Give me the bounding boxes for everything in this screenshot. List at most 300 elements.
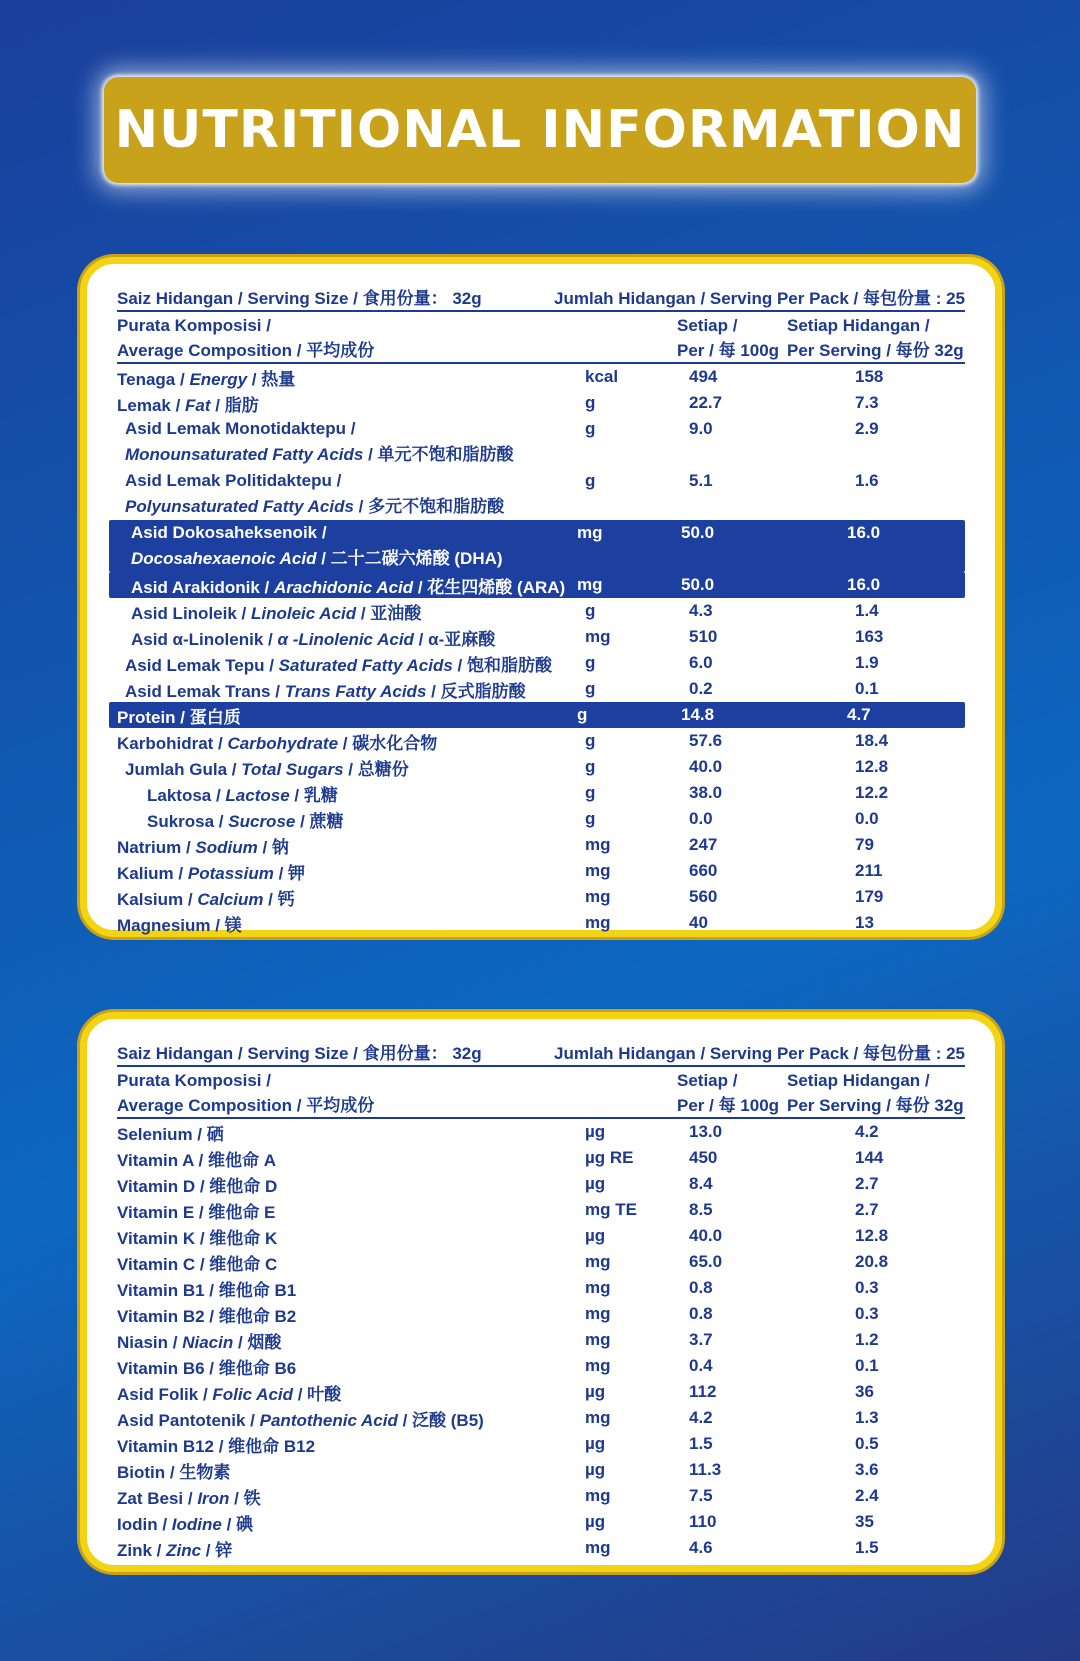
nutrient-name [117, 365, 581, 390]
nutrient-name [117, 651, 581, 676]
nutrient-name-ms: Kalsium / [117, 889, 198, 909]
perserving-cell [779, 520, 957, 572]
unit-cell [581, 913, 677, 933]
per100g-cell [677, 1252, 787, 1272]
per100g-cell [677, 1434, 787, 1454]
table-row [117, 364, 965, 390]
unit-cell [581, 1330, 677, 1350]
per100g-value: 4.2 [689, 1408, 713, 1427]
nutrient-name [117, 781, 581, 806]
perserving-cell [787, 416, 965, 468]
nutrient-name [117, 1536, 581, 1561]
per100g-cell [677, 809, 787, 829]
per100g-value: 510 [689, 627, 718, 646]
nutrient-name [117, 1510, 581, 1535]
nutrient-name-en: Linoleic Acid [250, 603, 357, 623]
serving-size: Saiz Hidangan / Serving Size / 食用份量： 32g [117, 288, 482, 308]
serving-per-pack: Jumlah Hidangan / Serving Per Pack / 每包份量 : 25 [554, 1043, 965, 1063]
table-row [117, 754, 965, 780]
table-row [117, 728, 965, 754]
perserving-cell [787, 1122, 965, 1142]
perserving-header: Setiap Hidangan / Per Serving / 每份 32g [787, 316, 964, 360]
nutrient-name-zh: / 二十二碳六烯酸 (DHA) [316, 549, 503, 568]
per100g-value: 0.0 [689, 809, 713, 828]
unit-value: µg [585, 1382, 606, 1401]
per100g-value: 13.0 [689, 1122, 723, 1141]
nutrient-name-ms: Niasin / [117, 1332, 183, 1352]
per100g-cell [677, 1174, 787, 1194]
unit-cell [581, 1252, 677, 1272]
nutrient-rows [117, 364, 965, 936]
table-row [117, 624, 965, 650]
unit-value: g [585, 679, 596, 698]
unit-value: mg [585, 913, 611, 932]
per100g-cell [677, 1226, 787, 1246]
per100g-value: 50.0 [681, 523, 715, 542]
unit-cell [581, 1122, 677, 1142]
nutrient-name [117, 625, 581, 650]
per100g-cell [677, 1538, 787, 1558]
nutrient-name [117, 1432, 581, 1457]
serving-info [117, 282, 965, 312]
nutrient-name [117, 1406, 581, 1431]
nutrient-name-en: Zinc [166, 1540, 202, 1560]
unit-value: g [585, 419, 596, 438]
nutrient-name-zh: / 脂肪 [210, 395, 259, 415]
unit-value: µg [585, 1460, 606, 1479]
nutrient-name-ms: Protein / 蛋白质 [117, 707, 241, 727]
nutrient-name-zh: / 铁 [229, 1488, 261, 1508]
nutrient-name-ms: Asid Arakidonik / [131, 577, 274, 597]
table-row [117, 832, 965, 858]
per100g-value: 8.5 [689, 1200, 713, 1219]
nutrient-name-zh: / 反式脂肪酸 [426, 681, 526, 701]
perserving-cell [787, 468, 965, 520]
nutrient-name [117, 416, 581, 468]
perserving-cell [779, 575, 957, 595]
table-row [117, 468, 965, 520]
unit-value: g [585, 471, 596, 490]
title-banner [104, 77, 976, 183]
column-headers [117, 1067, 965, 1119]
nutrient-name-ms: Asid Linoleik / [131, 603, 251, 623]
nutrient-name-ms: Vitamin E / 维他命 E [117, 1202, 276, 1222]
unit-cell [573, 520, 669, 572]
nutrient-name-ms: Natrium / [117, 837, 196, 857]
nutrient-name [117, 1120, 581, 1145]
nutrient-name-en: Folic Acid [212, 1384, 294, 1404]
unit-cell [581, 1512, 677, 1532]
nutrient-name-en: Monounsaturated Fatty Acids [125, 445, 364, 464]
perserving-cell [787, 861, 965, 881]
vitamin-rows [117, 1119, 965, 1561]
nutrient-name-ms: Vitamin B2 / 维他命 B2 [117, 1306, 297, 1326]
perserving-value: 0.1 [855, 679, 879, 698]
nutrient-name-ms: Selenium / 硒 [117, 1124, 224, 1144]
perserving-value: 2.7 [855, 1200, 879, 1219]
nutrition-table-2 [117, 1037, 965, 1561]
perserving-cell [787, 1408, 965, 1428]
nutrient-name [117, 859, 581, 884]
nutrient-name [117, 807, 581, 832]
unit-value: mg [585, 1252, 611, 1271]
unit-cell [581, 393, 677, 413]
perserving-cell [787, 627, 965, 647]
nutrient-name-ms: Laktosa / [147, 785, 226, 805]
nutrient-name-ms: Vitamin B12 / 维他命 B12 [117, 1436, 316, 1456]
per100g-cell [677, 367, 787, 387]
perserving-value: 163 [855, 627, 884, 646]
table-row [109, 572, 965, 598]
table-row [117, 1379, 965, 1405]
nutrient-name [117, 1354, 581, 1379]
unit-cell [581, 887, 677, 907]
perserving-header: Setiap Hidangan / Per Serving / 每份 32g [787, 1071, 964, 1115]
table-row [117, 1119, 965, 1145]
per100g-value: 110 [689, 1512, 717, 1531]
per100g-value: 6.0 [689, 653, 713, 672]
table-row [117, 650, 965, 676]
nutrient-name-en: Lactose [225, 785, 290, 805]
unit-value: mg [585, 887, 611, 906]
nutrient-name [117, 703, 573, 728]
nutrient-name [117, 1146, 581, 1171]
per100g-value: 50.0 [681, 575, 715, 594]
perserving-value: 79 [855, 835, 874, 854]
nutrient-name-ms: Asid Lemak Tepu / [125, 655, 279, 675]
perserving-value: 12.2 [855, 783, 889, 802]
per100g-cell [677, 887, 787, 907]
nutrient-name-zh: / 泛酸 (B5) [397, 1410, 484, 1430]
nutrient-name-en: Total Sugars [241, 759, 344, 779]
unit-value: mg [585, 1356, 611, 1375]
nutrient-name-ms: Iodin / [117, 1514, 172, 1534]
unit-value: µg [585, 1226, 606, 1245]
serving-size: Saiz Hidangan / Serving Size / 食用份量： 32g [117, 1043, 482, 1063]
unit-cell [581, 809, 677, 829]
perserving-cell [787, 1460, 965, 1480]
table-row [117, 806, 965, 832]
per100-header: Setiap / Per / 每 100g [677, 1071, 780, 1115]
per100g-cell [677, 468, 787, 520]
table-row [117, 1431, 965, 1457]
nutrient-name [117, 1198, 581, 1223]
perserving-value: 1.9 [855, 653, 879, 672]
nutrient-name-zh: / 蔗糖 [295, 811, 344, 831]
nutrient-name-ms: Sukrosa / [147, 811, 229, 831]
nutrient-name-ms: Asid Lemak Politidaktepu / [125, 471, 342, 490]
nutrient-name-zh: / 多元不饱和脂肪酸 [353, 497, 505, 516]
table-row [117, 416, 965, 468]
serving-per-pack: Jumlah Hidangan / Serving Per Pack / 每包份量 : 25 [554, 288, 965, 308]
nutrient-name-zh: / 亚油酸 [356, 603, 422, 623]
nutrient-name-en: Polyunsaturated Fatty Acids [125, 497, 354, 516]
unit-value: g [585, 601, 596, 620]
nutrient-name-en: Arachidonic Acid [273, 577, 414, 597]
nutrient-name-ms: Zink / [117, 1540, 167, 1560]
unit-value: mg [585, 1278, 611, 1297]
per100g-cell [677, 393, 787, 413]
nutrient-name [117, 755, 581, 780]
table-row [117, 1535, 965, 1561]
table-row [117, 1249, 965, 1275]
nutrient-name-en: Saturated Fatty Acids [278, 655, 453, 675]
per100g-value: 8.4 [689, 1174, 713, 1193]
per100g-cell [677, 1382, 787, 1402]
nutrient-name [117, 885, 581, 910]
nutrient-name-en: Iodine [171, 1514, 222, 1534]
nutrient-name-zh: / 叶酸 [293, 1384, 342, 1404]
perserving-value: 4.7 [847, 705, 871, 724]
nutrient-name-zh: / 热量 [247, 369, 296, 389]
nutrient-name-ms: Asid Pantotenik / [117, 1410, 260, 1430]
unit-value: mg [585, 1330, 611, 1349]
perserving-value: 1.4 [855, 601, 879, 620]
serving-info [117, 1037, 965, 1067]
table-row [117, 858, 965, 884]
perserving-value: 2.9 [855, 419, 879, 438]
nutrient-name-en: Trans Fatty Acids [284, 681, 427, 701]
perserving-cell [787, 1356, 965, 1376]
perserving-cell [787, 679, 965, 699]
perserving-value: 18.4 [855, 731, 889, 750]
table-row [117, 1457, 965, 1483]
per100g-value: 0.8 [689, 1304, 713, 1323]
unit-value: µg [585, 1122, 606, 1141]
unit-value: mg [577, 523, 603, 542]
per100g-cell [677, 1148, 787, 1168]
perserving-cell [787, 1148, 965, 1168]
nutrient-name-en: Calcium [197, 889, 264, 909]
unit-cell [581, 468, 677, 520]
unit-cell [573, 575, 669, 595]
perserving-value: 36 [855, 1382, 874, 1401]
unit-cell [581, 1460, 677, 1480]
per100g-cell [669, 575, 779, 595]
per100g-cell [677, 1122, 787, 1142]
per100g-value: 0.8 [689, 1278, 713, 1297]
table-row [117, 780, 965, 806]
per100g-cell [677, 1200, 787, 1220]
nutrient-name [117, 677, 581, 702]
perserving-cell [787, 757, 965, 777]
per100g-cell [677, 731, 787, 751]
nutrient-name-ms: Lemak / [117, 395, 186, 415]
nutrient-name-en: Potassium [187, 863, 274, 883]
perserving-value: 144 [855, 1148, 884, 1167]
nutrient-name-en: Sodium [195, 837, 258, 857]
perserving-cell [787, 1200, 965, 1220]
per100g-cell [677, 416, 787, 468]
nutrient-name-zh: / 总糖份 [343, 759, 409, 779]
nutrient-name-en: Iron [197, 1488, 230, 1508]
unit-cell [573, 705, 669, 725]
unit-cell [581, 601, 677, 621]
per100g-value: 22.7 [689, 393, 723, 412]
per100g-value: 11.3 [689, 1460, 722, 1479]
per100g-value: 450 [689, 1148, 718, 1167]
unit-value: µg [585, 1434, 606, 1453]
per100g-cell [677, 1460, 787, 1480]
nutrient-name-zh: / 碘 [221, 1514, 254, 1534]
unit-cell [581, 1408, 677, 1428]
table-row [117, 1171, 965, 1197]
per100g-value: 40.0 [689, 757, 723, 776]
nutrient-name [117, 911, 581, 936]
unit-cell [581, 731, 677, 751]
perserving-value: 179 [855, 887, 884, 906]
nutrient-name [117, 1302, 581, 1327]
unit-cell [581, 1278, 677, 1298]
perserving-value: 16.0 [847, 575, 881, 594]
perserving-value: 211 [855, 861, 883, 880]
per100g-cell [677, 1408, 787, 1428]
unit-cell [581, 861, 677, 881]
unit-value: g [585, 653, 596, 672]
nutrient-name [117, 1172, 581, 1197]
unit-cell [581, 679, 677, 699]
nutrient-name-en: Niacin [182, 1332, 234, 1352]
nutrient-name-ms: Vitamin C / 维他命 C [117, 1254, 278, 1274]
unit-cell [581, 1434, 677, 1454]
perserving-value: 1.2 [855, 1330, 879, 1349]
perserving-value: 12.8 [855, 1226, 889, 1245]
perserving-cell [787, 367, 965, 387]
nutrient-name [117, 520, 573, 572]
unit-cell [581, 1486, 677, 1506]
nutrient-name-ms: Asid α-Linolenik / [131, 629, 278, 649]
perserving-value: 0.3 [855, 1304, 879, 1323]
perserving-cell [787, 913, 965, 933]
per100g-cell [677, 627, 787, 647]
per100g-cell [677, 601, 787, 621]
unit-cell [581, 653, 677, 673]
per100g-value: 3.7 [689, 1330, 713, 1349]
unit-cell [581, 783, 677, 803]
table-row [117, 676, 965, 702]
nutrient-name [117, 573, 573, 598]
per100g-value: 5.1 [689, 471, 713, 490]
per100g-cell [677, 1304, 787, 1324]
per100g-value: 494 [689, 367, 718, 386]
nutrient-name-en: Fat [185, 395, 211, 415]
perserving-cell [787, 1330, 965, 1350]
nutrient-name-en: α -Linolenic Acid [277, 629, 414, 649]
perserving-cell [787, 1226, 965, 1246]
nutrient-name [117, 1380, 581, 1405]
table-row [117, 1301, 965, 1327]
unit-value: mg [585, 627, 611, 646]
nutrient-name-zh: / 花生四烯酸 (ARA) [413, 577, 566, 597]
nutrient-name-ms: Zat Besi / [117, 1488, 198, 1508]
unit-value: g [585, 783, 596, 802]
unit-cell [581, 416, 677, 468]
unit-value: mg [585, 1304, 611, 1323]
per100g-cell [677, 913, 787, 933]
perserving-value: 20.8 [855, 1252, 889, 1271]
perserving-cell [787, 1304, 965, 1324]
per100g-value: 112 [689, 1382, 717, 1401]
nutrient-name [117, 729, 581, 754]
nutrient-name-zh: / 单元不饱和脂肪酸 [363, 445, 514, 464]
nutrient-name-en: Docosahexaenoic Acid [131, 549, 317, 568]
nutrient-name-ms: Vitamin A / 维他命 A [117, 1150, 277, 1170]
unit-value: mg [585, 861, 611, 880]
composition-header: Purata Komposisi / Average Composition / 平均成份 [117, 1071, 375, 1115]
nutrient-name-en: Carbohydrate [227, 733, 339, 753]
table-row [117, 390, 965, 416]
nutrient-name-ms: Asid Lemak Trans / [125, 681, 285, 701]
perserving-value: 0.3 [855, 1278, 879, 1297]
nutrient-name-zh: / 乳糖 [289, 785, 338, 805]
perserving-cell [787, 1486, 965, 1506]
unit-value: µg [585, 1512, 606, 1531]
per100g-cell [677, 679, 787, 699]
table-row [117, 1327, 965, 1353]
unit-value: mg [585, 835, 611, 854]
per100g-value: 247 [689, 835, 718, 854]
per100g-value: 9.0 [689, 419, 713, 438]
nutrient-name-ms: Asid Dokosaheksenoik / [131, 523, 327, 542]
per100-header: Setiap / Per / 每 100g [677, 316, 780, 360]
unit-cell [581, 757, 677, 777]
perserving-value: 0.0 [855, 809, 879, 828]
table-row [117, 1223, 965, 1249]
nutrient-name [117, 1250, 581, 1275]
per100g-cell [677, 861, 787, 881]
perserving-cell [787, 1434, 965, 1454]
nutrient-name [117, 599, 581, 624]
per100g-value: 40.0 [689, 1226, 723, 1245]
page-title: NUTRITIONAL INFORMATION [114, 100, 966, 160]
per100g-cell [677, 1486, 787, 1506]
nutrient-name-ms: Biotin / 生物素 [117, 1462, 231, 1482]
unit-value: mg [585, 1486, 611, 1505]
nutrient-name [117, 1458, 581, 1483]
perserving-cell [787, 887, 965, 907]
nutrient-name-zh: / 锌 [201, 1540, 233, 1560]
nutrition-panel-1 [80, 257, 1002, 937]
unit-cell [581, 1200, 677, 1220]
perserving-value: 2.7 [855, 1174, 879, 1193]
per100g-value: 7.5 [689, 1486, 713, 1505]
nutrient-name-zh: / α-亚麻酸 [413, 629, 496, 649]
perserving-cell [787, 1278, 965, 1298]
nutrient-name-ms: Vitamin B6 / 维他命 B6 [117, 1358, 297, 1378]
perserving-cell [787, 653, 965, 673]
nutrient-name [117, 391, 581, 416]
unit-cell [581, 1174, 677, 1194]
nutrient-name-ms: Karbohidrat / [117, 733, 228, 753]
unit-cell [581, 1304, 677, 1324]
perserving-value: 2.4 [855, 1486, 879, 1505]
perserving-value: 35 [855, 1512, 874, 1531]
table-row [117, 1275, 965, 1301]
table-row [117, 1483, 965, 1509]
per100g-cell [677, 783, 787, 803]
table-row [117, 1145, 965, 1171]
unit-cell [581, 367, 677, 387]
perserving-cell [787, 731, 965, 751]
nutrient-name-ms: Vitamin K / 维他命 K [117, 1228, 278, 1248]
perserving-value: 1.5 [855, 1538, 879, 1557]
perserving-cell [787, 1538, 965, 1558]
nutrient-name-zh: / 钠 [257, 837, 289, 857]
table-row [117, 1353, 965, 1379]
nutrient-name-zh: / 钙 [263, 889, 295, 909]
perserving-value: 0.1 [855, 1356, 879, 1375]
perserving-value: 4.2 [855, 1122, 879, 1141]
